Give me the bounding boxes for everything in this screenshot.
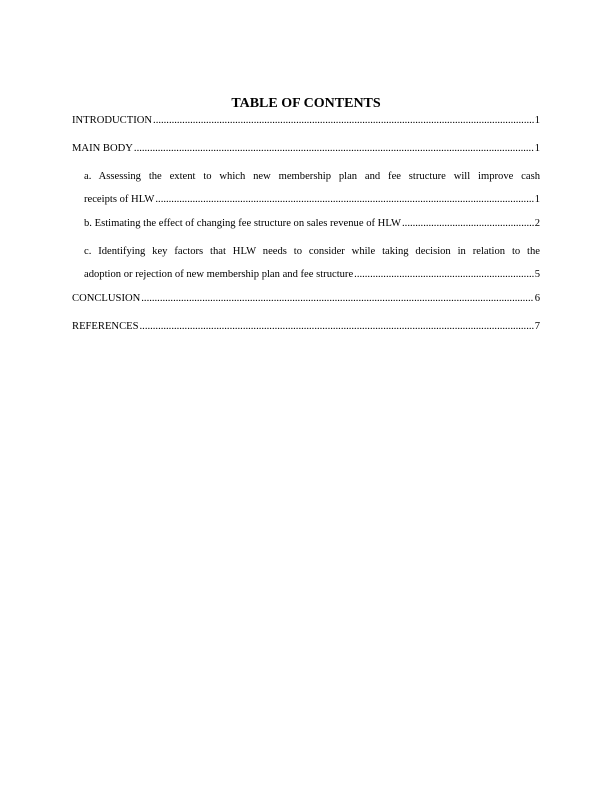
toc-entry-page: 7: [534, 321, 540, 332]
toc-entry-label: INTRODUCTION: [72, 115, 153, 126]
toc-entry-conclusion[interactable]: [72, 292, 540, 305]
dot-leader: [134, 142, 534, 155]
toc-entry-main-body[interactable]: [72, 142, 540, 155]
toc-entry-page: 5: [534, 269, 540, 280]
toc-entry-section-c[interactable]: [84, 240, 540, 286]
toc-entry-section-a[interactable]: [84, 165, 540, 211]
toc-entry-references[interactable]: [72, 320, 540, 333]
toc-entry-label-line1: a. Assessing the extent to which new membership plan and fee structure will improve cash: [84, 171, 540, 182]
toc-entry-page: 1: [534, 115, 540, 126]
dot-leader: [402, 217, 534, 230]
toc-entry-page: 2: [534, 218, 540, 229]
toc-entry-label: CONCLUSION: [72, 293, 141, 304]
toc-entry-label: b. Estimating the effect of changing fee structure on sales revenue of HLW: [84, 218, 402, 229]
toc-entry-label-line2: adoption or rejection of new membership plan and fee structure: [84, 269, 354, 280]
toc-entry-label: REFERENCES: [72, 321, 139, 332]
dot-leader: [153, 114, 534, 127]
toc-entry-page: 1: [534, 143, 540, 154]
toc-entry-section-b[interactable]: [84, 217, 540, 230]
dot-leader: [140, 320, 534, 333]
toc-entry-introduction[interactable]: [72, 114, 540, 127]
toc-entry-label: MAIN BODY: [72, 143, 133, 154]
dot-leader: [141, 292, 533, 305]
toc-entry-page: 6: [534, 293, 540, 304]
dot-leader: [155, 188, 533, 211]
toc-heading: TABLE OF CONTENTS: [231, 96, 381, 111]
table-of-contents: [72, 114, 540, 348]
toc-entry-label-line1: c. Identifying key factors that HLW needs to consider while taking decision in relation to the: [84, 246, 540, 257]
toc-entry-page: 1: [534, 194, 540, 205]
toc-entry-label-line2: receipts of HLW: [84, 194, 155, 205]
dot-leader: [354, 263, 534, 286]
